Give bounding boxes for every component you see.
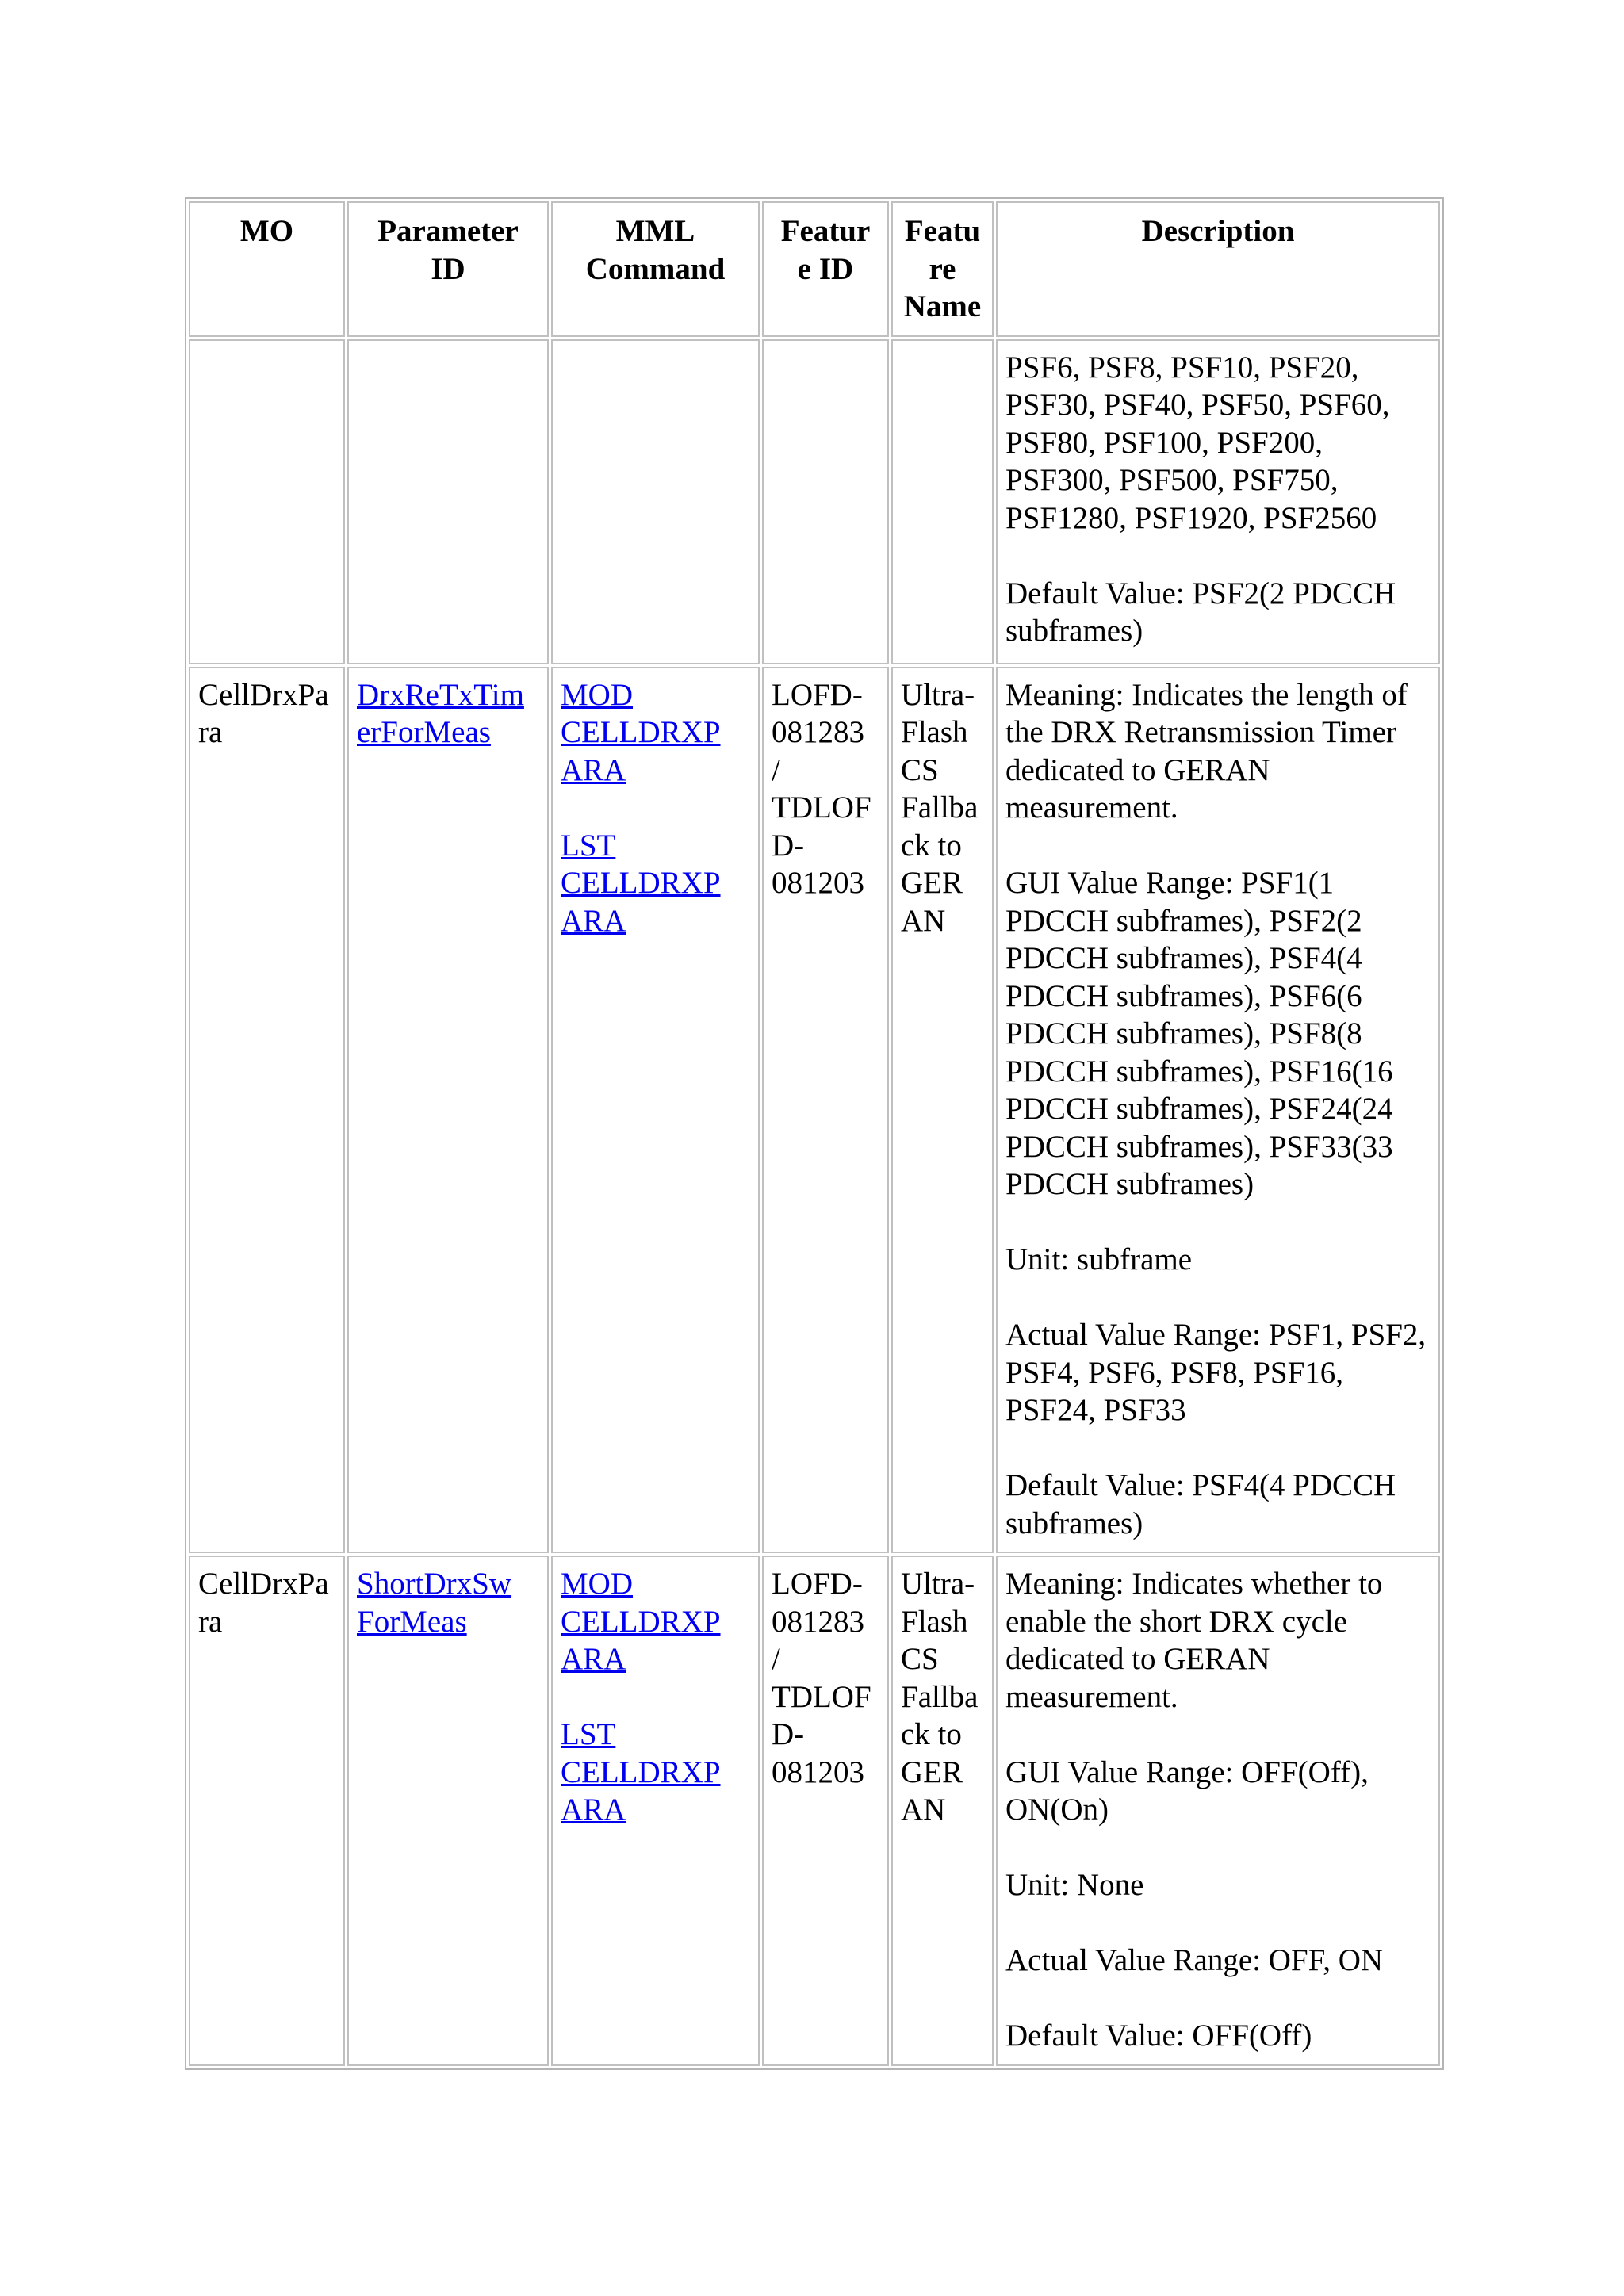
- cell-feature-id: [762, 339, 889, 664]
- description-meaning: Meaning: Indicates whether to enable the short DRX cycle dedicated to GERAN measurement.: [1005, 1567, 1383, 1714]
- cell-feature-id: LOFD- 081283 / TDLOF D- 081203: [762, 667, 889, 1554]
- cell-parameter-id: [347, 667, 549, 1554]
- cell-feature-name: Ultra- Flash CS Fallba ck to GER AN: [891, 667, 994, 1554]
- description-gui-value-range: GUI Value Range: PSF1(1 PDCCH subframes), PSF2(2 PDCCH subframes), PSF4(4 PDCCH subframes), PSF6(6 PDCCH subframes), PSF8(8 PDCCH subframes), PSF16(16 PDCCH subframes), PSF24(24 PDCCH subframes), PSF33(33 PDCCH subframes): [1005, 866, 1393, 1201]
- cell-feature-name: Ultra- Flash CS Fallba ck to GER AN: [891, 1556, 994, 2066]
- parameter-id-link[interactable]: ShortDrxSw ForMeas: [357, 1567, 512, 1639]
- header-feature-name: Featu re Name: [891, 201, 994, 337]
- description-default-value: Default Value: PSF4(4 PDCCH subframes): [1005, 1468, 1396, 1540]
- cell-description: [996, 1556, 1440, 2066]
- cell-parameter-id: [347, 339, 549, 664]
- cell-feature-id: LOFD- 081283 / TDLOF D- 081203: [762, 1556, 889, 2066]
- description-unit: Unit: None: [1005, 1868, 1144, 1902]
- header-parameter-id: Parameter ID: [347, 201, 549, 337]
- cell-mo: [189, 339, 345, 664]
- description-gui-value-range: GUI Value Range: OFF(Off), ON(On): [1005, 1755, 1369, 1827]
- mml-lst-link[interactable]: LST CELLDRXP ARA: [561, 828, 721, 938]
- description-default-value: Default Value: PSF2(2 PDCCH subframes): [1005, 576, 1396, 648]
- cell-mo: CellDrxPa ra: [189, 667, 345, 1554]
- description-meaning: Meaning: Indicates the length of the DRX Retransmission Timer dedicated to GERAN measurement.: [1005, 677, 1408, 825]
- parameter-table: [185, 197, 1444, 2070]
- description-default-value: Default Value: OFF(Off): [1005, 2019, 1312, 2053]
- table-row: [189, 339, 1440, 664]
- parameter-id-link[interactable]: DrxReTxTim erForMeas: [357, 677, 524, 749]
- cell-parameter-id: [347, 1556, 549, 2066]
- mml-mod-link[interactable]: MOD CELLDRXP ARA: [561, 677, 721, 787]
- header-mml-command: MML Command: [551, 201, 760, 337]
- description-values: PSF6, PSF8, PSF10, PSF20, PSF30, PSF40, PSF50, PSF60, PSF80, PSF100, PSF200, PSF300, PSF500, PSF750, PSF1280, PSF1920, PSF2560: [1005, 350, 1390, 535]
- cell-mml-command: [551, 1556, 760, 2066]
- mml-lst-link[interactable]: LST CELLDRXP ARA: [561, 1717, 721, 1827]
- cell-mml-command: [551, 339, 760, 664]
- mml-mod-link[interactable]: MOD CELLDRXP ARA: [561, 1567, 721, 1676]
- description-actual-value-range: Actual Value Range: OFF, ON: [1005, 1943, 1384, 1977]
- cell-feature-name: [891, 339, 994, 664]
- cell-description: [996, 667, 1440, 1554]
- header-description: Description: [996, 201, 1440, 337]
- cell-mo: CellDrxPa ra: [189, 1556, 345, 2066]
- header-feature-id: Featur e ID: [762, 201, 889, 337]
- header-mo: MO: [189, 201, 345, 337]
- description-unit: Unit: subframe: [1005, 1242, 1193, 1276]
- cell-description: [996, 339, 1440, 664]
- cell-mml-command: [551, 667, 760, 1554]
- description-actual-value-range: Actual Value Range: PSF1, PSF2, PSF4, PSF6, PSF8, PSF16, PSF24, PSF33: [1005, 1318, 1427, 1427]
- table-row: [189, 1556, 1440, 2066]
- header-row: [189, 201, 1440, 337]
- table-row: [189, 667, 1440, 1554]
